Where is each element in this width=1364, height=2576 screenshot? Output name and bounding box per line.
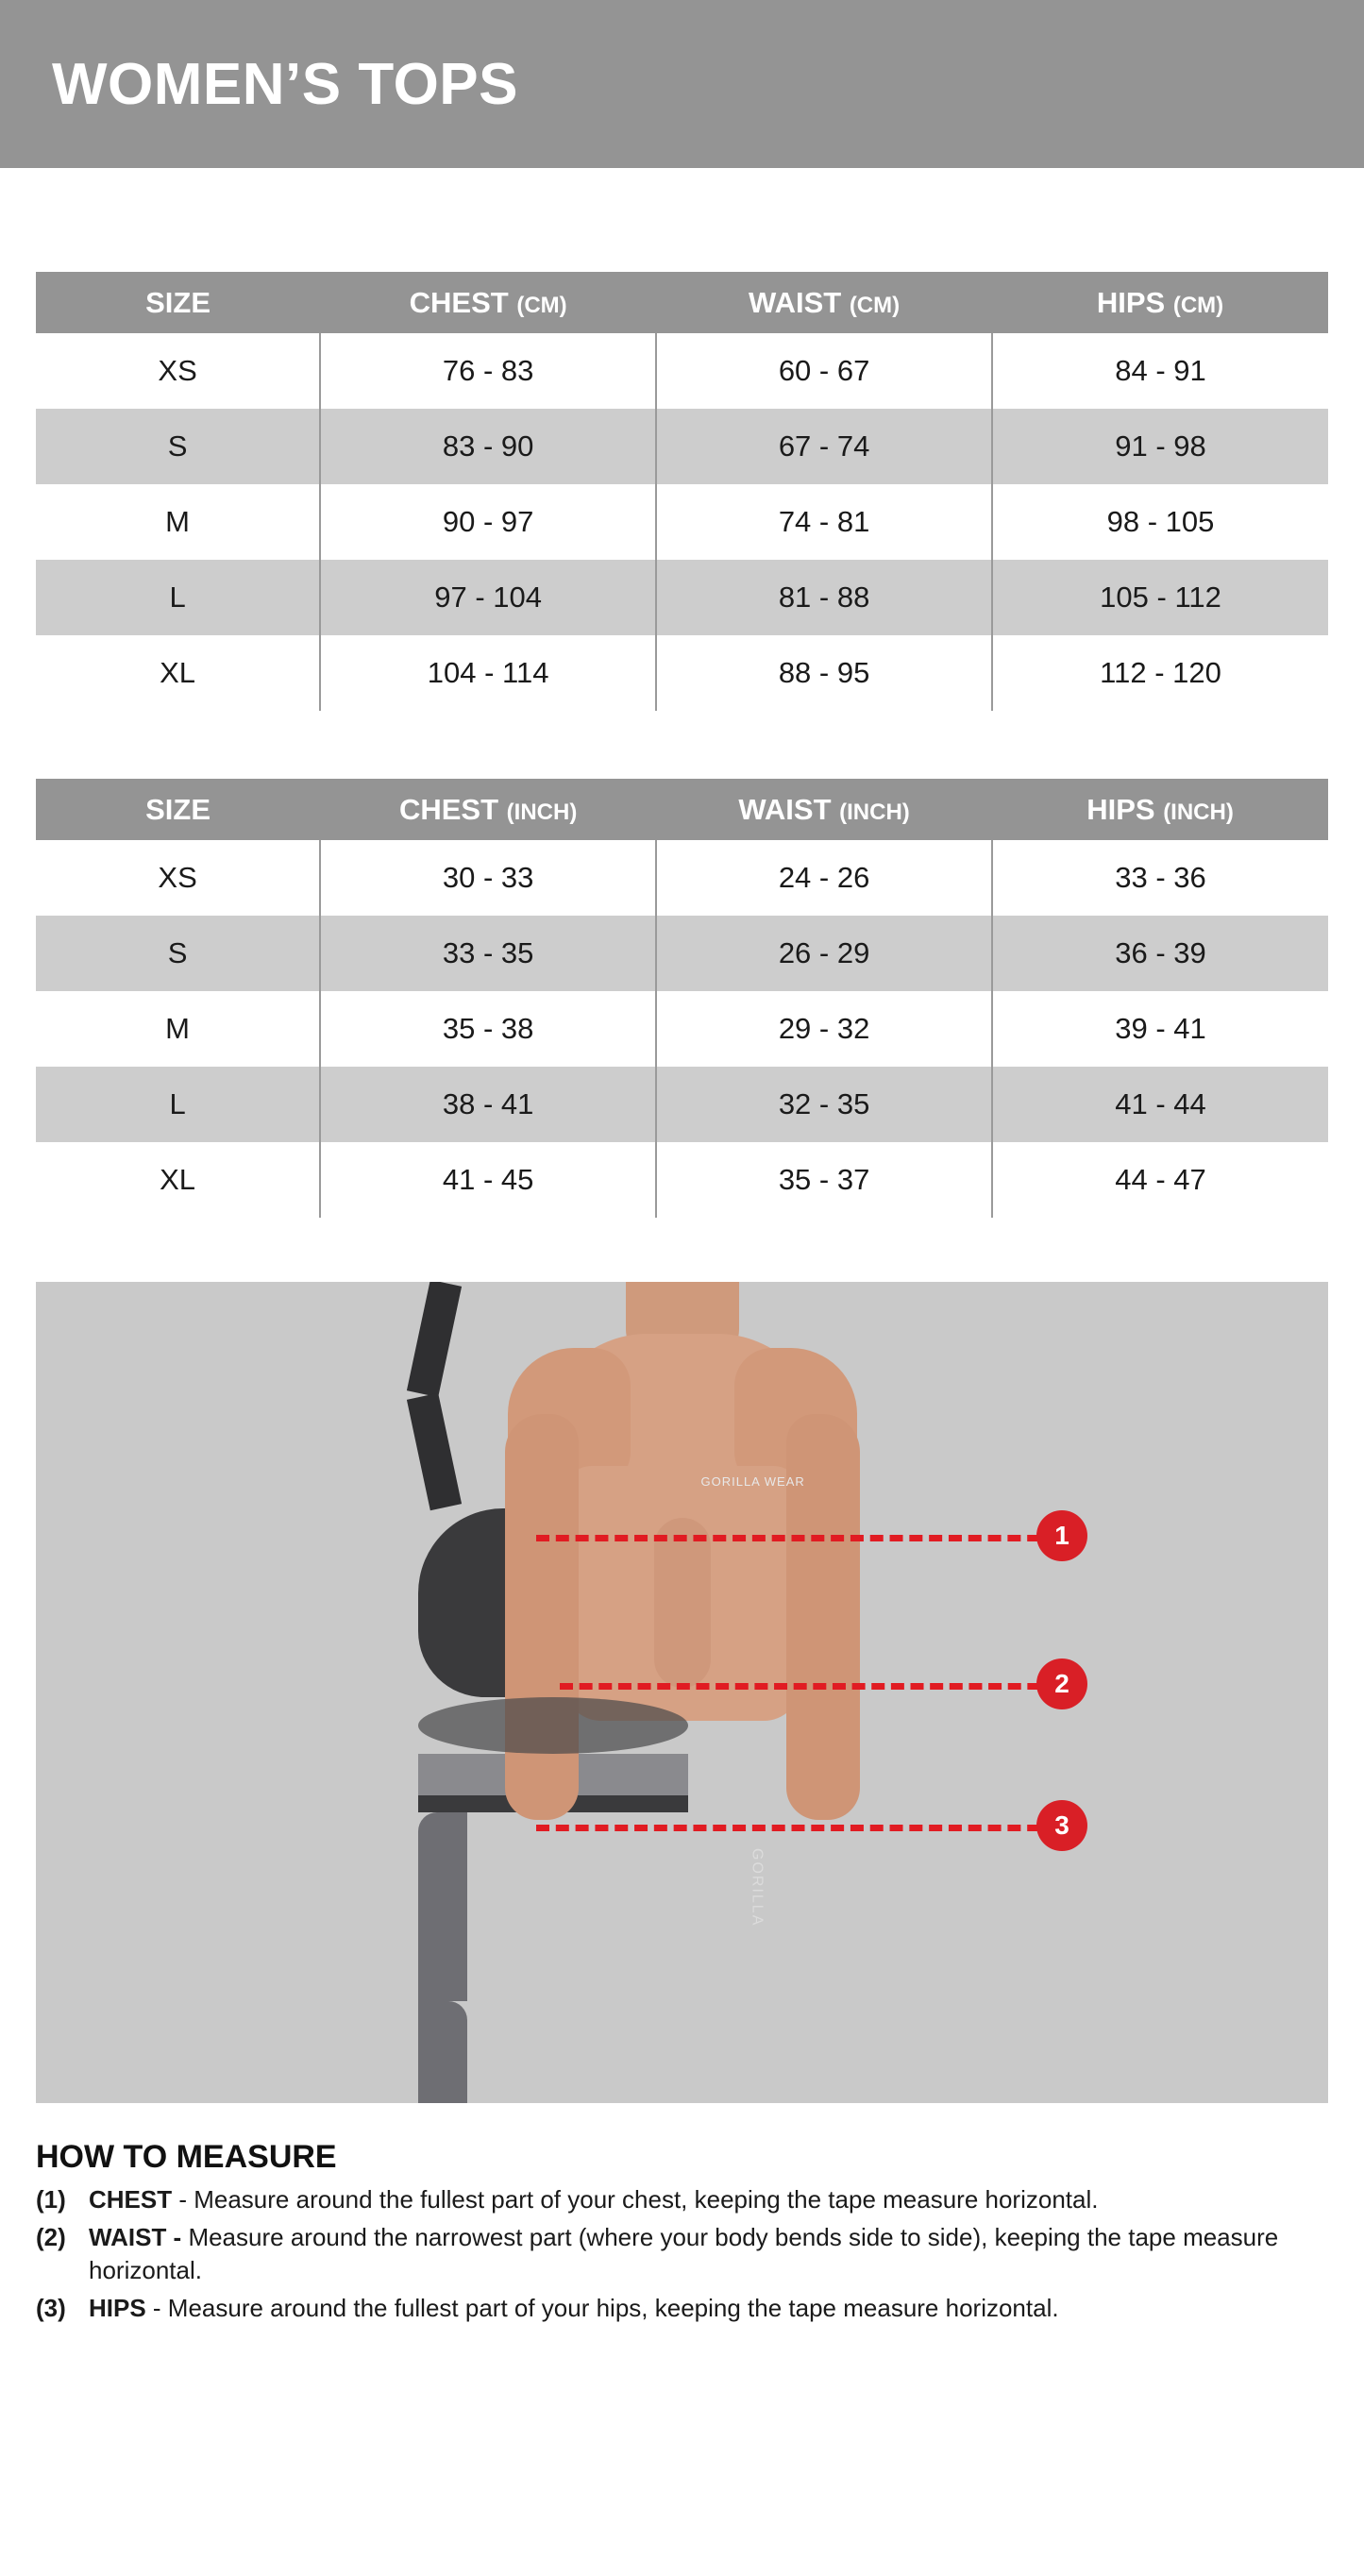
spacer-above-cm-table	[36, 168, 1328, 272]
cell-waist: 81 - 88	[656, 560, 992, 635]
cell-size: XL	[36, 1142, 320, 1218]
cell-waist: 26 - 29	[656, 916, 992, 991]
cell-hips: 91 - 98	[992, 409, 1328, 484]
cell-size: L	[36, 560, 320, 635]
cell-chest: 38 - 41	[320, 1067, 656, 1142]
cell-waist: 60 - 67	[656, 333, 992, 409]
column-header-size	[36, 272, 320, 333]
table-row	[36, 916, 1328, 991]
cell-hips: 44 - 47	[992, 1142, 1328, 1218]
cell-hips: 84 - 91	[992, 333, 1328, 409]
cell-hips: 112 - 120	[992, 635, 1328, 711]
measure-line-chest	[536, 1535, 1060, 1541]
cell-chest: 76 - 83	[320, 333, 656, 409]
column-header-hips-unit: (INCH)	[1163, 799, 1234, 825]
column-header-chest-unit: (CM)	[516, 292, 567, 318]
column-header-hips	[992, 779, 1328, 840]
how-to-measure-item-waist	[36, 2221, 1328, 2286]
cell-waist: 32 - 35	[656, 1067, 992, 1142]
cell-waist: 88 - 95	[656, 635, 992, 711]
legging-side-panel-right	[418, 2001, 467, 2103]
how-to-measure-item-chest	[36, 2183, 1328, 2215]
legging-side-panel-left	[418, 1812, 467, 2001]
bra-strap-right	[406, 1393, 461, 1510]
table-row	[36, 635, 1328, 711]
table-row	[36, 484, 1328, 560]
measure-line-hips	[536, 1825, 1060, 1831]
column-header-size	[36, 779, 320, 840]
item-text-chest: - Measure around the fullest part of your chest, keeping the tape measure horizontal.	[172, 2185, 1099, 2214]
sports-bra-shading	[418, 1697, 688, 1754]
how-to-measure-title: HOW TO MEASURE	[36, 2139, 337, 2175]
cell-waist: 35 - 37	[656, 1142, 992, 1218]
legging-brand-logo: GORILLA	[749, 1848, 766, 1928]
item-label-chest: CHEST	[89, 2185, 173, 2214]
item-number-2: (2)	[36, 2223, 66, 2252]
cell-chest: 41 - 45	[320, 1142, 656, 1218]
cell-size: XL	[36, 635, 320, 711]
column-header-chest-label: CHEST	[398, 792, 499, 826]
cell-chest: 33 - 35	[320, 916, 656, 991]
cell-chest: 35 - 38	[320, 991, 656, 1067]
column-header-size-label: SIZE	[145, 285, 211, 319]
cell-size: M	[36, 484, 320, 560]
table-row	[36, 560, 1328, 635]
cell-hips: 36 - 39	[992, 916, 1328, 991]
cell-chest: 104 - 114	[320, 635, 656, 711]
column-header-waist	[656, 272, 992, 333]
cell-size: XS	[36, 840, 320, 916]
item-number-1: (1)	[36, 2185, 66, 2214]
size-table-inch	[36, 779, 1328, 1218]
how-to-measure-item-hips	[36, 2292, 1328, 2324]
cell-size: S	[36, 916, 320, 991]
page-title: WOMEN’S TOPS	[52, 51, 519, 117]
table-row	[36, 840, 1328, 916]
table-row	[36, 1067, 1328, 1142]
item-label-hips: HIPS	[89, 2293, 146, 2322]
table-row	[36, 333, 1328, 409]
cell-chest: 90 - 97	[320, 484, 656, 560]
cell-chest: 97 - 104	[320, 560, 656, 635]
cell-chest: 30 - 33	[320, 840, 656, 916]
measurement-figure	[36, 1282, 1328, 2103]
column-header-waist-unit: (INCH)	[839, 799, 910, 825]
cell-hips: 105 - 112	[992, 560, 1328, 635]
how-to-measure-section	[36, 2139, 1328, 2324]
cell-hips: 33 - 36	[992, 840, 1328, 916]
item-number-3: (3)	[36, 2293, 66, 2322]
size-tables	[0, 168, 1364, 1218]
item-text-hips: - Measure around the fullest part of your hips, keeping the tape measure horizontal.	[145, 2293, 1059, 2322]
column-header-waist-label: WAIST	[738, 792, 832, 826]
cell-size: M	[36, 991, 320, 1067]
item-text-waist: Measure around the narrowest part (where your body bends side to side), keeping the tape measure horizontal.	[89, 2223, 1279, 2284]
measure-badge-1: 1	[1036, 1510, 1087, 1561]
cell-waist: 24 - 26	[656, 840, 992, 916]
column-header-hips-unit: (CM)	[1172, 292, 1224, 318]
column-header-waist	[656, 779, 992, 840]
column-header-chest-label: CHEST	[409, 285, 509, 319]
column-header-hips-label: HIPS	[1096, 285, 1166, 319]
cell-hips: 39 - 41	[992, 991, 1328, 1067]
measure-line-waist	[560, 1683, 1060, 1690]
bra-strap-left	[406, 1282, 461, 1397]
item-label-waist: WAIST -	[89, 2223, 182, 2252]
cell-size: S	[36, 409, 320, 484]
column-header-size-label: SIZE	[145, 792, 211, 826]
cell-waist: 74 - 81	[656, 484, 992, 560]
table-header-row	[36, 779, 1328, 840]
bottom-padding	[0, 2330, 1364, 2386]
cell-size: L	[36, 1067, 320, 1142]
column-header-hips	[992, 272, 1328, 333]
table-row	[36, 409, 1328, 484]
model-illustration	[418, 1282, 947, 2103]
column-header-chest	[320, 272, 656, 333]
abdomen-shading	[654, 1518, 711, 1688]
column-header-waist-label: WAIST	[749, 285, 842, 319]
cell-waist: 29 - 32	[656, 991, 992, 1067]
left-arm-shape	[505, 1414, 579, 1820]
table-row	[36, 991, 1328, 1067]
cell-hips: 41 - 44	[992, 1067, 1328, 1142]
spacer-between-tables	[36, 711, 1328, 779]
bra-brand-logo: GORILLA WEAR	[700, 1474, 805, 1489]
page-header	[0, 0, 1364, 168]
size-table-cm	[36, 272, 1328, 711]
cell-size: XS	[36, 333, 320, 409]
table-header-row	[36, 272, 1328, 333]
table-row	[36, 1142, 1328, 1218]
cell-chest: 83 - 90	[320, 409, 656, 484]
cell-hips: 98 - 105	[992, 484, 1328, 560]
cell-waist: 67 - 74	[656, 409, 992, 484]
column-header-chest	[320, 779, 656, 840]
column-header-hips-label: HIPS	[1086, 792, 1155, 826]
measure-badge-3: 3	[1036, 1800, 1087, 1851]
measure-badge-2: 2	[1036, 1658, 1087, 1709]
column-header-waist-unit: (CM)	[849, 292, 901, 318]
column-header-chest-unit: (INCH)	[506, 799, 578, 825]
